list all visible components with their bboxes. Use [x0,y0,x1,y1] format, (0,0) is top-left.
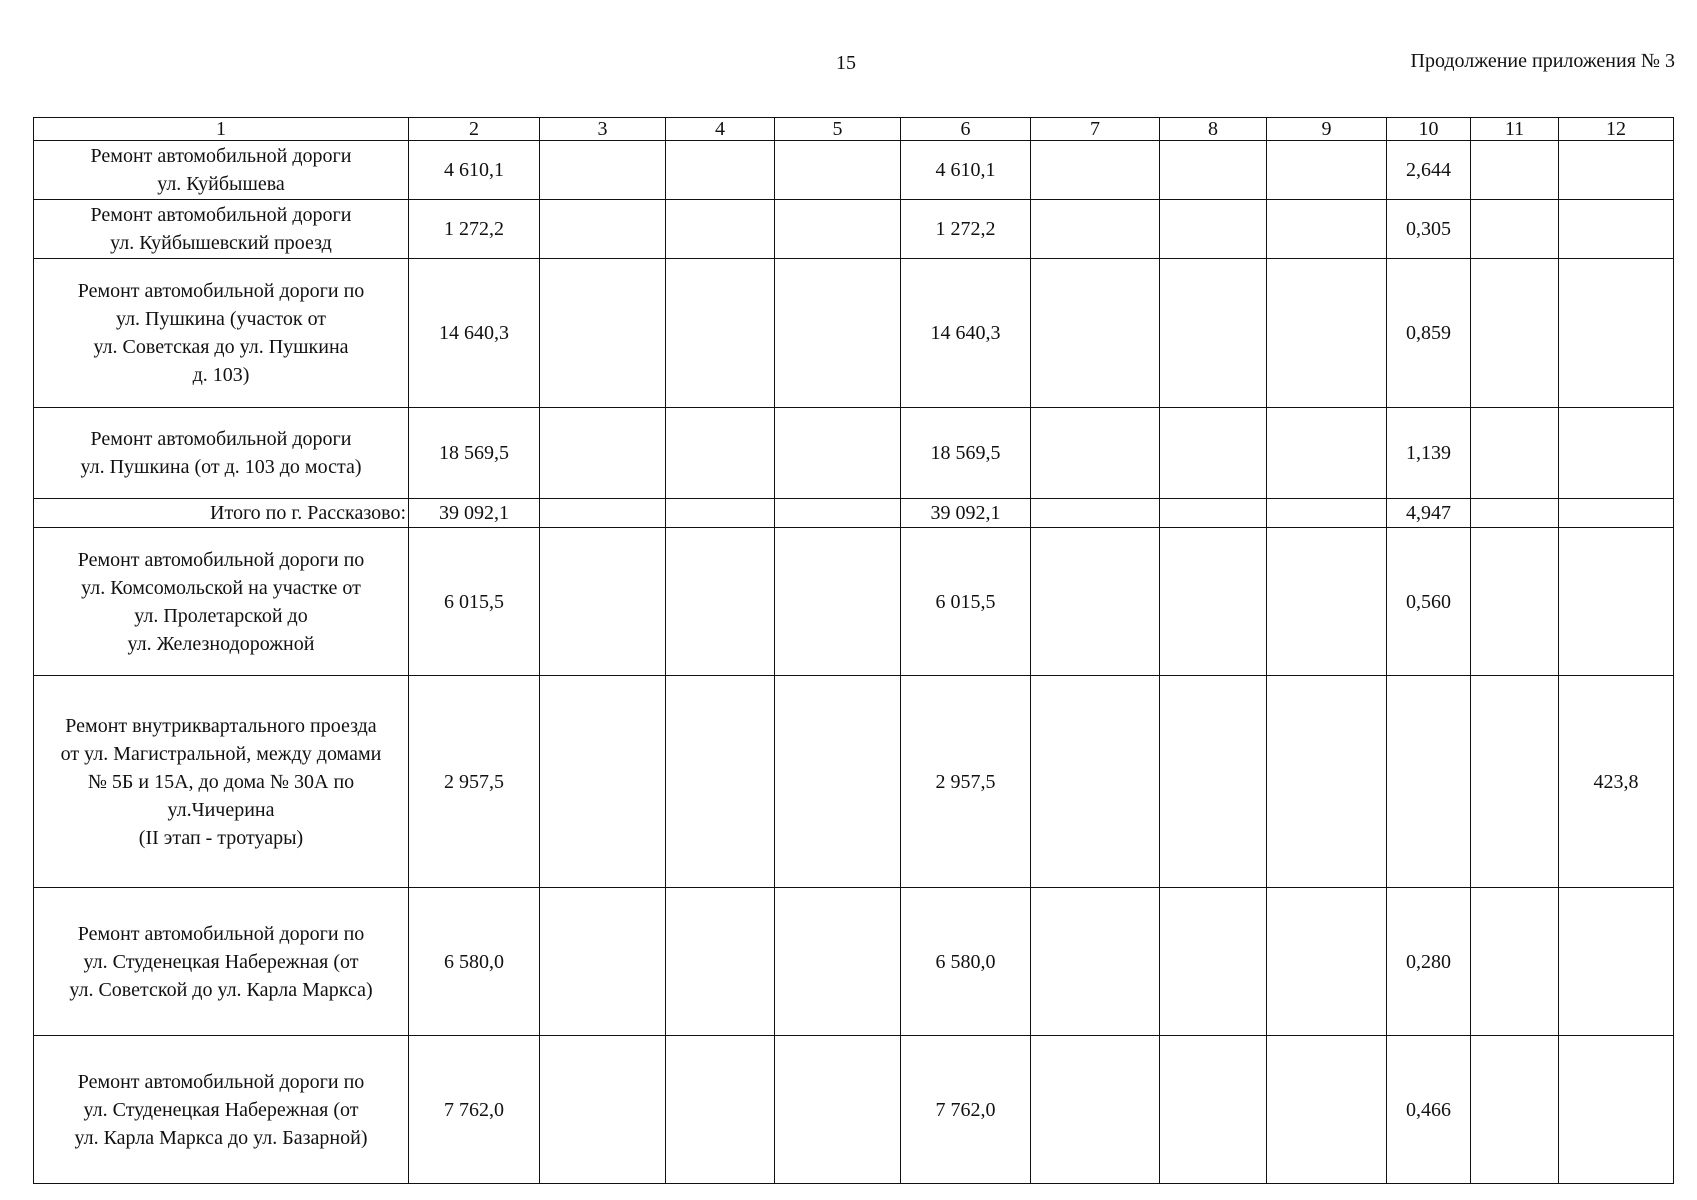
column-number: 7 [1031,118,1160,141]
cell-empty [1471,676,1559,888]
cell-empty [1031,141,1160,200]
cell-empty [1471,528,1559,676]
table-row [34,408,1674,499]
cell-col-2: 2 957,5 [409,676,540,888]
cell-empty [1471,408,1559,499]
column-number: 10 [1387,118,1471,141]
cell-empty [666,676,775,888]
cell-empty [666,528,775,676]
cell-col-6: 6 015,5 [901,528,1031,676]
cell-empty [1160,528,1267,676]
cell-col-2: 6 015,5 [409,528,540,676]
cell-col-10: 0,466 [1387,1036,1471,1184]
cell-col-12 [1559,499,1674,528]
cell-empty [1160,141,1267,200]
cell-col-10: 4,947 [1387,499,1471,528]
cell-empty [775,676,901,888]
work-name: Ремонт автомобильной дороги ул. Куйбышевский проезд [34,200,409,259]
cell-col-12 [1559,528,1674,676]
cell-empty [775,888,901,1036]
cell-col-10: 0,560 [1387,528,1471,676]
table-row [34,259,1674,408]
column-number-row [34,118,1674,141]
column-number: 8 [1160,118,1267,141]
work-name: Ремонт автомобильной дороги ул. Куйбышева [34,141,409,200]
cell-empty [1160,676,1267,888]
cell-empty [1160,408,1267,499]
cell-col-10: 1,139 [1387,408,1471,499]
cell-empty [775,499,901,528]
cell-empty [666,888,775,1036]
cell-empty [775,259,901,408]
cell-empty [1471,888,1559,1036]
cell-col-12 [1559,259,1674,408]
cell-col-6: 7 762,0 [901,1036,1031,1184]
column-number: 1 [34,118,409,141]
cell-empty [1267,141,1387,200]
cell-col-12 [1559,141,1674,200]
total-label: Итого по г. Рассказово: [34,499,409,528]
table-row [34,676,1674,888]
page-number: 15 [836,52,856,74]
cell-col-2: 6 580,0 [409,888,540,1036]
cell-empty [540,408,666,499]
cell-empty [775,408,901,499]
cell-col-6: 1 272,2 [901,200,1031,259]
work-name: Ремонт автомобильной дороги по ул. Студенецкая Набережная (от ул. Советской до ул. Карла Маркса) [34,888,409,1036]
cell-empty [1471,499,1559,528]
cell-empty [1267,259,1387,408]
column-number: 5 [775,118,901,141]
cell-col-6: 4 610,1 [901,141,1031,200]
cell-empty [775,141,901,200]
cell-empty [540,499,666,528]
cell-empty [1267,408,1387,499]
cell-empty [540,141,666,200]
cell-col-2: 7 762,0 [409,1036,540,1184]
cell-empty [1160,259,1267,408]
cell-col-2: 18 569,5 [409,408,540,499]
cell-empty [775,1036,901,1184]
table-row [34,200,1674,259]
cell-empty [666,141,775,200]
cell-empty [540,888,666,1036]
table-row [34,888,1674,1036]
cell-col-12 [1559,408,1674,499]
cell-empty [1267,499,1387,528]
cell-col-6: 14 640,3 [901,259,1031,408]
cell-empty [540,528,666,676]
cell-col-10: 0,859 [1387,259,1471,408]
cell-col-2: 4 610,1 [409,141,540,200]
cell-col-12: 423,8 [1559,676,1674,888]
cell-empty [666,1036,775,1184]
column-number: 4 [666,118,775,141]
table-row [34,528,1674,676]
appendix-note: Продолжение приложения № 3 [1410,50,1675,72]
cell-col-10: 0,280 [1387,888,1471,1036]
cell-col-10 [1387,676,1471,888]
column-number: 2 [409,118,540,141]
cell-empty [1471,141,1559,200]
cell-empty [540,676,666,888]
cell-empty [775,528,901,676]
cell-empty [1160,499,1267,528]
cell-empty [1031,200,1160,259]
cell-empty [775,200,901,259]
cell-empty [1160,888,1267,1036]
cell-empty [1267,1036,1387,1184]
work-name: Ремонт автомобильной дороги по ул. Пушкина (участок от ул. Советская до ул. Пушкина д. 103) [34,259,409,408]
table-row [34,1036,1674,1184]
cell-empty [1031,888,1160,1036]
cell-empty [1267,200,1387,259]
cell-empty [1471,259,1559,408]
cell-empty [1031,676,1160,888]
data-table [33,117,1674,1184]
cell-empty [666,408,775,499]
cell-col-12 [1559,888,1674,1036]
cell-col-6: 2 957,5 [901,676,1031,888]
cell-empty [540,1036,666,1184]
table-row [34,141,1674,200]
cell-col-2: 14 640,3 [409,259,540,408]
column-number: 11 [1471,118,1559,141]
cell-col-10: 2,644 [1387,141,1471,200]
work-name: Ремонт автомобильной дороги ул. Пушкина (от д. 103 до моста) [34,408,409,499]
cell-empty [540,200,666,259]
cell-empty [1471,200,1559,259]
cell-empty [1031,528,1160,676]
cell-col-6: 39 092,1 [901,499,1031,528]
cell-col-6: 6 580,0 [901,888,1031,1036]
cell-empty [1031,499,1160,528]
cell-empty [1031,408,1160,499]
cell-empty [540,259,666,408]
cell-col-12 [1559,200,1674,259]
cell-empty [1031,1036,1160,1184]
column-number: 3 [540,118,666,141]
cell-col-12 [1559,1036,1674,1184]
cell-col-2: 1 272,2 [409,200,540,259]
work-name: Ремонт автомобильной дороги по ул. Комсомольской на участке от ул. Пролетарской до ул. Железнодорожной [34,528,409,676]
cell-col-2: 39 092,1 [409,499,540,528]
column-number: 12 [1559,118,1674,141]
total-row [34,499,1674,528]
cell-empty [666,259,775,408]
work-name: Ремонт автомобильной дороги по ул. Студенецкая Набережная (от ул. Карла Маркса до ул. Базарной) [34,1036,409,1184]
cell-empty [666,499,775,528]
cell-empty [1267,528,1387,676]
cell-empty [1160,200,1267,259]
cell-empty [1471,1036,1559,1184]
cell-empty [1267,888,1387,1036]
cell-empty [1267,676,1387,888]
cell-empty [666,200,775,259]
cell-empty [1160,1036,1267,1184]
work-name: Ремонт внутриквартального проезда от ул. Магистральной, между домами № 5Б и 15А, до дома № 30А по ул.Чичерина (II этап - тротуары) [34,676,409,888]
column-number: 9 [1267,118,1387,141]
cell-col-10: 0,305 [1387,200,1471,259]
column-number: 6 [901,118,1031,141]
cell-col-6: 18 569,5 [901,408,1031,499]
cell-empty [1031,259,1160,408]
